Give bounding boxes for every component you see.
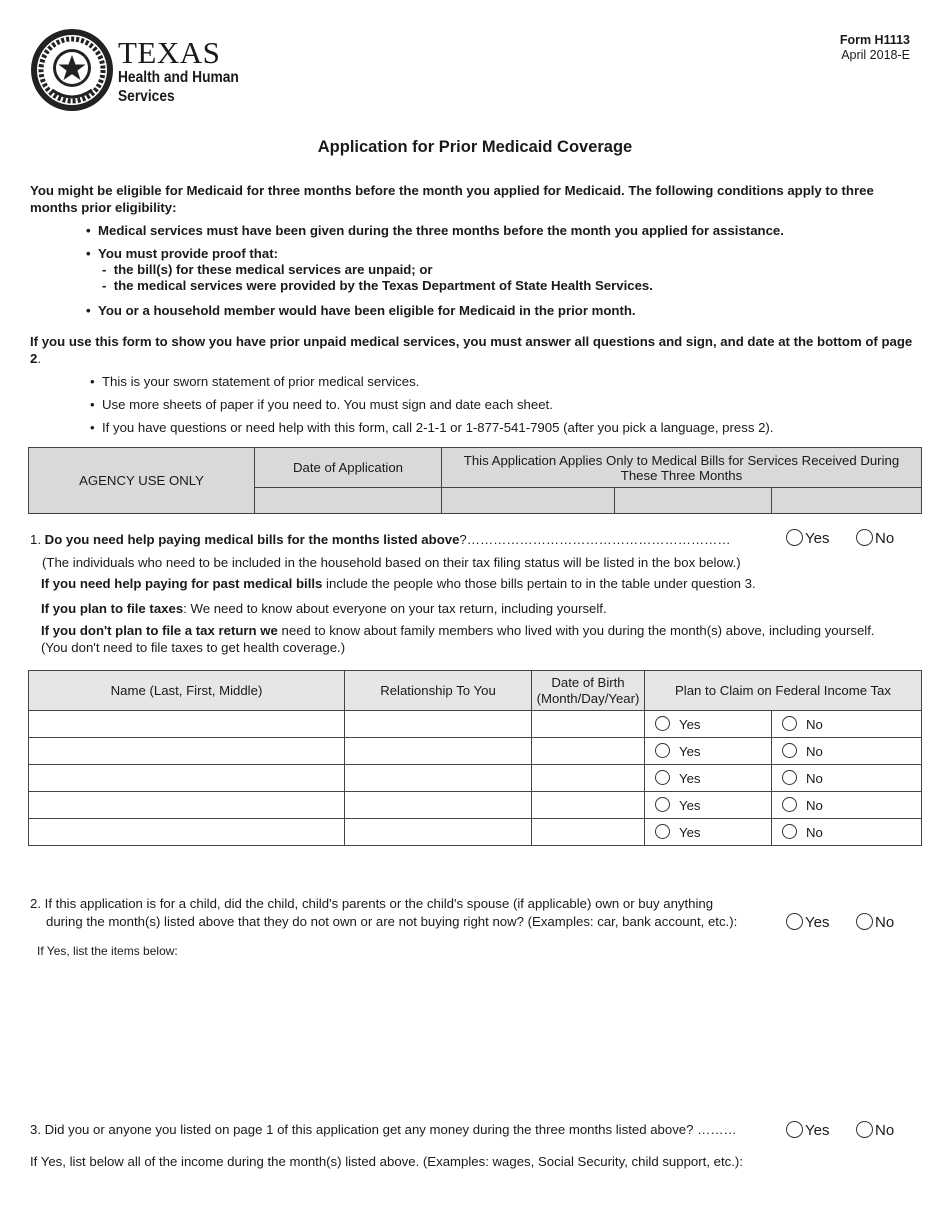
- intro-bullet-2-text: You must provide proof that:: [98, 246, 278, 261]
- question-3-yes-radio[interactable]: [786, 1121, 803, 1138]
- date-of-birth-cell[interactable]: [532, 819, 645, 846]
- question-1-yes-option[interactable]: [786, 529, 829, 547]
- question-1-yes-radio[interactable]: [786, 529, 803, 546]
- claim-yes-radio[interactable]: [655, 770, 670, 785]
- form-identifier: [840, 33, 910, 63]
- header-dob-line-1: Date of Birth: [551, 674, 625, 690]
- note-1: • This is your sworn statement of prior medical services.: [90, 374, 420, 389]
- no-tax-bold: If you don't plan to file a tax return we: [41, 623, 278, 638]
- claim-no-cell[interactable]: [772, 765, 922, 792]
- claim-yes-label: Yes: [679, 771, 701, 786]
- question-3-yes-label: Yes: [805, 1122, 830, 1139]
- claim-yes-cell[interactable]: [645, 765, 772, 792]
- relationship-cell[interactable]: [345, 738, 532, 765]
- intro-paragraph: You might be eligible for Medicaid for three months before the month you applied for Medicaid. The following conditions apply to three months prior eligibility:: [30, 183, 874, 215]
- question-2-yes-radio[interactable]: [786, 913, 803, 930]
- claim-no-label: No: [806, 825, 823, 840]
- past-bills-bold: If you need help paying for past medical bills: [41, 576, 323, 591]
- relationship-cell[interactable]: [345, 765, 532, 792]
- question-2-list-prompt: If Yes, list the items below:: [37, 944, 178, 958]
- date-of-birth-cell[interactable]: [532, 738, 645, 765]
- agency-name: [118, 35, 258, 106]
- agency-use-only-label: AGENCY USE ONLY: [29, 448, 255, 514]
- question-3-yes-option[interactable]: [786, 1121, 829, 1139]
- table-row: [29, 792, 922, 819]
- name-cell[interactable]: [29, 792, 345, 819]
- date-of-birth-cell[interactable]: [532, 711, 645, 738]
- form-date: April 2018-E: [841, 48, 910, 62]
- claim-no-radio[interactable]: [782, 770, 797, 785]
- question-3-no-radio[interactable]: [856, 1121, 873, 1138]
- table-row: [29, 819, 922, 846]
- agency-name-line-2: Health and Human: [118, 69, 239, 86]
- three-months-label: This Application Applies Only to Medical Bills for Services Received During These Three Months: [442, 448, 922, 488]
- claim-no-radio[interactable]: [782, 824, 797, 839]
- question-3-list-prompt: If Yes, list below all of the income during the month(s) listed above. (Examples: wages, Social Security, child support, etc.):: [30, 1154, 743, 1169]
- claim-yes-radio[interactable]: [655, 743, 670, 758]
- claim-yes-cell[interactable]: [645, 819, 772, 846]
- intro-bullet-3-text: You or a household member would have been eligible for Medicaid in the prior month.: [98, 303, 636, 318]
- agency-use-table: [28, 447, 922, 514]
- claim-yes-radio[interactable]: [655, 797, 670, 812]
- date-of-application-label: Date of Application: [255, 448, 442, 488]
- header-plan-to-claim: Plan to Claim on Federal Income Tax: [645, 671, 922, 711]
- claim-no-radio[interactable]: [782, 743, 797, 758]
- name-cell[interactable]: [29, 765, 345, 792]
- question-3-no-option[interactable]: [856, 1121, 894, 1139]
- question-1-text: Do you need help paying medical bills for the months listed above: [44, 532, 460, 547]
- intro-bullet-3: • You or a household member would have been eligible for Medicaid in the prior month.: [86, 303, 636, 318]
- claim-yes-label: Yes: [679, 744, 701, 759]
- claim-yes-label: Yes: [679, 717, 701, 732]
- page-title: Application for Prior Medicaid Coverage: [317, 138, 633, 156]
- header-dob-line-2: (Month/Day/Year): [536, 690, 640, 706]
- claim-no-radio[interactable]: [782, 716, 797, 731]
- claim-yes-cell[interactable]: [645, 711, 772, 738]
- file-taxes-bold: If you plan to file taxes: [41, 601, 184, 616]
- question-1-leader: ?……………………………………………………: [459, 532, 731, 547]
- claim-yes-cell[interactable]: [645, 738, 772, 765]
- name-cell[interactable]: [29, 819, 345, 846]
- question-2-line-2: during the month(s) listed above that they do not own or are not buying right now? (Examples: car, bank account, etc.):: [46, 914, 738, 929]
- relationship-cell[interactable]: [345, 711, 532, 738]
- claim-no-radio[interactable]: [782, 797, 797, 812]
- question-2-no-radio[interactable]: [856, 913, 873, 930]
- claim-no-label: No: [806, 798, 823, 813]
- note-3-text: If you have questions or need help with this form, call 2-1-1 or 1-877-541-7905 (after you pick a language, press 2).: [102, 420, 774, 435]
- table-row: [29, 765, 922, 792]
- no-tax-rest: need to know about family members who lived with you during the month(s) above, including yourself. (You don't need to file taxes to get health coverage.): [41, 623, 875, 655]
- claim-no-cell[interactable]: [772, 738, 922, 765]
- relationship-cell[interactable]: [345, 819, 532, 846]
- question-2-yes-label: Yes: [805, 914, 830, 931]
- intro-bullet-1: • Medical services must have been given during the three months before the month you applied for assistance.: [86, 223, 784, 238]
- date-of-application-field[interactable]: [255, 488, 442, 514]
- no-tax-instruction: [41, 622, 891, 656]
- relationship-cell[interactable]: [345, 792, 532, 819]
- table-row: [29, 711, 922, 738]
- claim-yes-radio[interactable]: [655, 716, 670, 731]
- claim-no-label: No: [806, 717, 823, 732]
- note-3: • If you have questions or need help with this form, call 2-1-1 or 1-877-541-7905 (after you pick a language, press 2).: [90, 420, 774, 435]
- instruction-text: If you use this form to show you have prior unpaid medical services, you must answer all questions and sign, and date at the bottom of page 2: [30, 334, 913, 366]
- intro-sub-bullet-2: - the medical services were provided by the Texas Department of State Health Services.: [102, 278, 653, 293]
- question-2-yes-option[interactable]: [786, 913, 829, 931]
- intro-bullet-1-text: Medical services must have been given during the three months before the month you applied for assistance.: [98, 223, 784, 238]
- question-1-note: (The individuals who need to be included in the household based on their tax filing status will be listed in the box below.): [42, 555, 741, 570]
- file-taxes-instruction: [41, 600, 607, 617]
- past-bills-rest: include the people who those bills pertain to in the table under question 3.: [322, 576, 756, 591]
- past-bills-instruction: [41, 575, 756, 592]
- name-cell[interactable]: [29, 738, 345, 765]
- question-1-yes-label: Yes: [805, 530, 830, 547]
- question-1-no-option[interactable]: [856, 529, 894, 547]
- claim-no-cell[interactable]: [772, 792, 922, 819]
- claim-yes-radio[interactable]: [655, 824, 670, 839]
- note-2: • Use more sheets of paper if you need to. You must sign and date each sheet.: [90, 397, 553, 412]
- claim-no-label: No: [806, 744, 823, 759]
- header-relationship: Relationship To You: [345, 671, 532, 711]
- instruction-period: .: [37, 351, 42, 366]
- note-1-text: This is your sworn statement of prior medical services.: [102, 374, 420, 389]
- claim-no-cell[interactable]: [772, 711, 922, 738]
- intro-sub-bullet-1-text: the bill(s) for these medical services are unpaid; or: [113, 262, 433, 277]
- intro-sub-bullet-2-text: the medical services were provided by the Texas Department of State Health Services.: [113, 278, 653, 293]
- question-1-no-radio[interactable]: [856, 529, 873, 546]
- header-name: Name (Last, First, Middle): [29, 671, 345, 711]
- question-1-number: 1.: [30, 532, 41, 547]
- date-of-birth-cell[interactable]: [532, 765, 645, 792]
- question-3: 3. Did you or anyone you listed on page 1 of this application get any money during the three months listed above? ………: [30, 1122, 737, 1137]
- note-2-text: Use more sheets of paper if you need to. You must sign and date each sheet.: [102, 397, 553, 412]
- claim-no-label: No: [806, 771, 823, 786]
- form-number: Form H1113: [839, 33, 910, 47]
- date-of-birth-cell[interactable]: [532, 792, 645, 819]
- question-1-no-label: No: [875, 530, 895, 547]
- claim-yes-label: Yes: [679, 798, 701, 813]
- month-3-field[interactable]: [772, 488, 922, 514]
- intro-bullet-2: • You must provide proof that:: [86, 246, 278, 261]
- instruction-paragraph: [30, 333, 920, 367]
- name-cell[interactable]: [29, 711, 345, 738]
- intro-sub-bullet-1: - the bill(s) for these medical services are unpaid; or: [102, 262, 433, 277]
- agency-name-line-3: Services: [118, 88, 175, 105]
- household-table: [28, 670, 922, 846]
- texas-hhs-seal-logo: [30, 28, 114, 112]
- question-3-no-label: No: [875, 1122, 895, 1139]
- table-row: [29, 738, 922, 765]
- month-2-field[interactable]: [615, 488, 772, 514]
- question-2-no-label: No: [875, 914, 895, 931]
- question-1: [30, 531, 731, 548]
- header-date-of-birth: [532, 671, 645, 711]
- agency-name-texas: TEXAS: [118, 35, 221, 70]
- claim-yes-cell[interactable]: [645, 792, 772, 819]
- file-taxes-rest: : We need to know about everyone on your tax return, including yourself.: [183, 601, 607, 616]
- month-1-field[interactable]: [442, 488, 615, 514]
- question-2-line-1: 2. If this application is for a child, did the child, child's parents or the child's spouse (if applicable) own or buy anything: [30, 896, 714, 911]
- question-2-no-option[interactable]: [856, 913, 894, 931]
- claim-no-cell[interactable]: [772, 819, 922, 846]
- claim-yes-label: Yes: [679, 825, 701, 840]
